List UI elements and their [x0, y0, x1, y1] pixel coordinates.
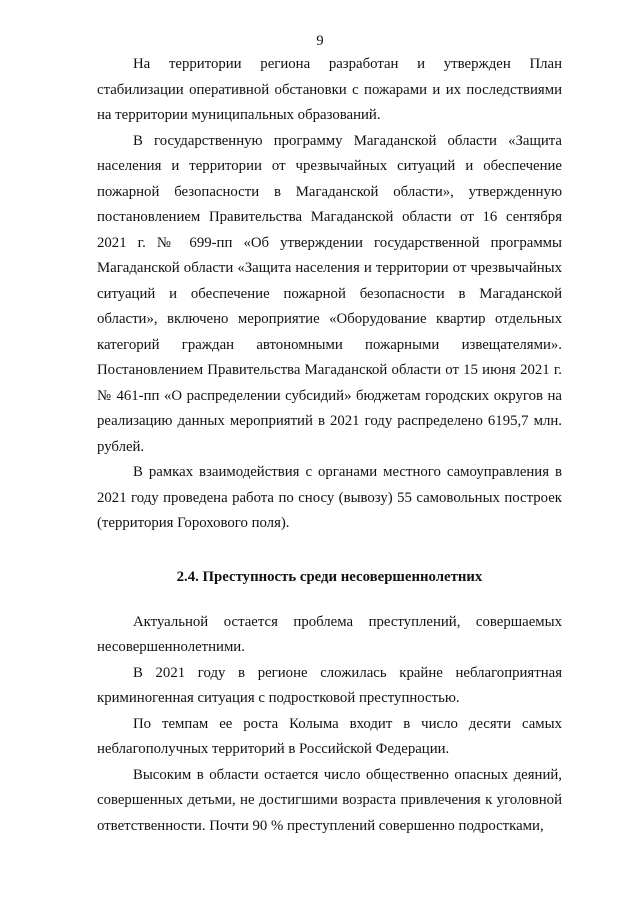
- paragraph-criminogenic-situation: В 2021 году в регионе сложилась крайне неблагоприятная криминогенная ситуация с подростковой преступностью.: [97, 664, 562, 706]
- section-heading: 2.4. Преступность среди несовершеннолетних: [176, 568, 483, 585]
- paragraph-dangerous-acts: Высоким в области остается число общественно опасных деяний, совершенных детьми, не достигшими возраста привлечения к уголовной ответственности. Почти 90 % преступлений совершенно подростками,: [97, 766, 562, 834]
- paragraph-demolition: В рамках взаимодействия с органами местного самоуправления в 2021 году проведена работа по сносу (вывозу) 55 самовольных построек (территория Горохового поля).: [97, 464, 562, 531]
- paragraph-growth-rate: По темпам ее роста Колыма входит в число десяти самых неблагополучных территорий в Российской Федерации.: [97, 715, 562, 757]
- paragraph-state-program: В государственную программу Магаданской области «Защита населения и территории от чрезвычайных ситуаций и обеспечение пожарной безопасности в Магаданской области», утвержденную постановлением Правительства Магаданской области от 16 сентября 2021 г. № 699-пп «Об утверждении государственной программы Магаданской области «Защита населения и территории от чрезвычайных ситуаций и обеспечение пожарной безопасности в Магаданской области», включено мероприятие «Оборудование квартир отдельных категорий граждан автономными пожарными извещателями». Постановлением Правительства Магаданской области от 15 июня 2021 г. № 461-пп «О распределении субсидий» бюджетам городских округов на реализацию данных мероприятий в 2021 году распределено 6195,7 млн. рублей.: [97, 132, 562, 455]
- paragraph-juvenile-crime-problem: Актуальной остается проблема преступлений, совершаемых несовершеннолетними.: [97, 613, 562, 655]
- document-body: [97, 52, 562, 839]
- page-number: 9: [316, 33, 324, 49]
- paragraph-fire-plan: На территории региона разработан и утвержден План стабилизации оперативной обстановки с пожарами и их последствиями на территории муниципальных образований.: [97, 56, 562, 123]
